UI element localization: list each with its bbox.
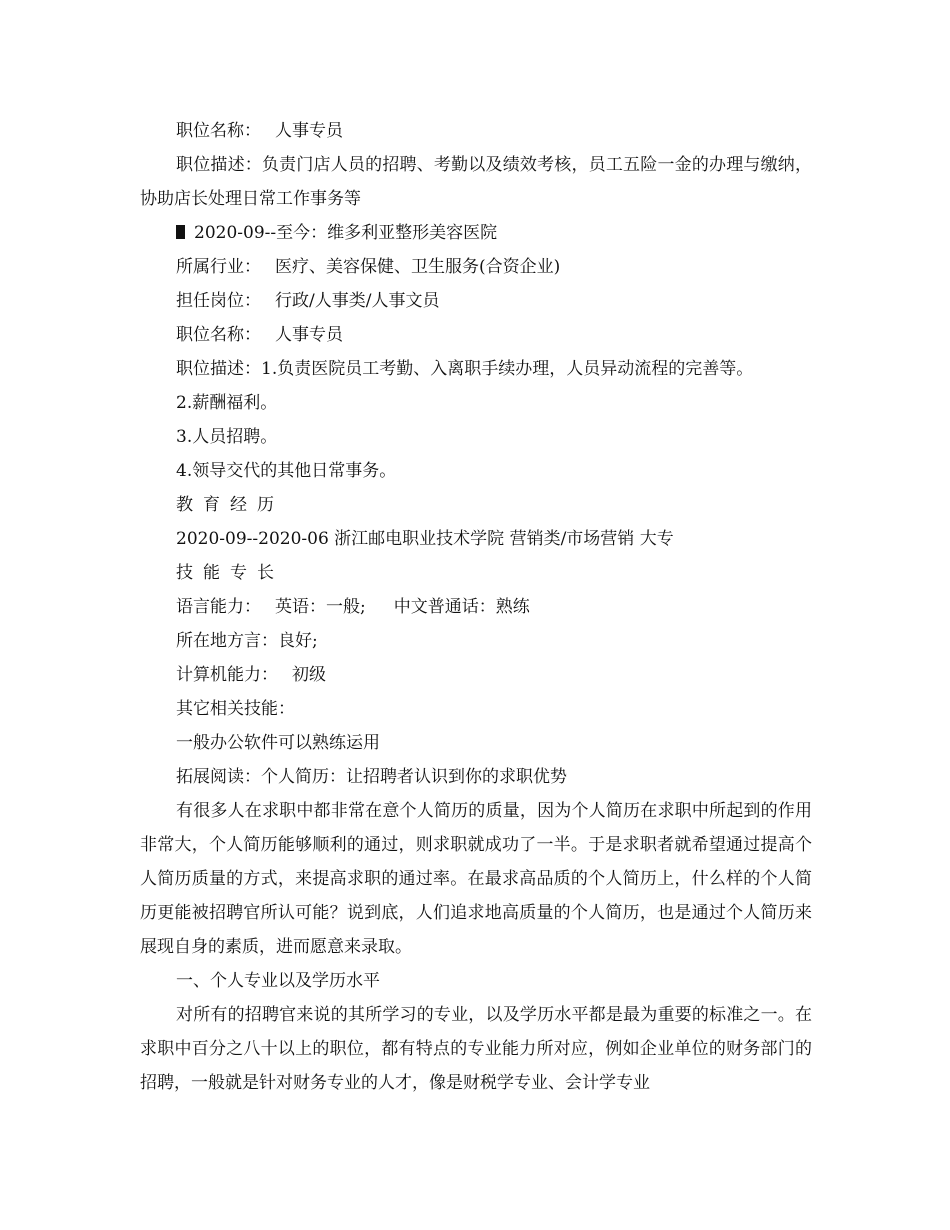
- job2-period-row: [140, 216, 812, 250]
- skills-heading: 技能专长: [176, 563, 284, 583]
- job2-post-value: 行政/人事类/人事文员: [275, 291, 440, 311]
- job1-description: 职位描述：负责门店人员的招聘、考勤以及绩效考核，员工五险一金的办理与缴纳，协助店长处理日常工作事务等: [140, 155, 812, 209]
- job2-item: 3.人员招聘。: [176, 427, 278, 447]
- article-title: 拓展阅读：个人简历：让招聘者认识到你的求职优势: [176, 767, 567, 787]
- article-section-heading: 一、个人专业以及学历水平: [176, 971, 380, 991]
- computer-skills-row: [140, 658, 812, 692]
- education-entry: 2020-09--2020-06 浙江邮电职业技术学院 营销类/市场营销 大专: [176, 529, 674, 549]
- job2-post-label: 担任岗位：: [176, 291, 261, 311]
- job2-item: 4.领导交代的其他日常事务。: [176, 461, 397, 481]
- english-level: 英语：一般;: [275, 597, 366, 617]
- education-heading: 教育经历: [176, 495, 284, 515]
- job2-industry-row: [140, 250, 812, 284]
- computer-value: 初级: [292, 665, 326, 685]
- mandarin-level: 中文普通话：熟练: [393, 597, 530, 617]
- article-paragraph-1: 有很多人在求职中都非常在意个人简历的质量，因为个人简历在求职中所起到的作用非常大，个人简历能够顺利的通过，则求职就成功了一半。于是求职者就希望通过提高个人简历质量的方式，来提高求职的通过率。在最求高品质的个人简历上，什么样的个人简历更能被招聘官所认可能？说到底，人们追求地高质量的个人简历，也是通过个人简历来展现自身的素质，进而愿意来录取。: [140, 801, 812, 957]
- job2-period-company: 2020-09--至今：维多利亚整形美容医院: [194, 223, 498, 243]
- job2-title-row: [140, 318, 812, 352]
- language-skills-row: [140, 590, 812, 624]
- dialect-row: 所在地方言：良好;: [176, 631, 318, 651]
- other-skills-label: 其它相关技能：: [176, 699, 295, 719]
- other-skills-value: 一般办公软件可以熟练运用: [176, 733, 380, 753]
- bullet-square-icon: [176, 225, 185, 239]
- job2-item: 2.薪酬福利。: [176, 393, 278, 413]
- job2-post-row: [140, 284, 812, 318]
- job2-industry-label: 所属行业：: [176, 257, 261, 277]
- job2-title-value: 人事专员: [275, 325, 343, 345]
- job2-title-label: 职位名称：: [176, 325, 261, 345]
- job2-industry-value: 医疗、美容保健、卫生服务(合资企业): [275, 257, 561, 277]
- document-page: [140, 114, 812, 1100]
- language-label: 语言能力：: [176, 597, 261, 617]
- job1-title-value: 人事专员: [275, 121, 343, 141]
- job1-title-label: 职位名称：: [176, 121, 261, 141]
- job2-description: 职位描述：1.负责医院员工考勤、入离职手续办理，人员异动流程的完善等。: [176, 359, 754, 379]
- computer-label: 计算机能力：: [176, 665, 278, 685]
- article-paragraph-2: 对所有的招聘官来说的其所学习的专业，以及学历水平都是最为重要的标准之一。在求职中百分之八十以上的职位，都有特点的专业能力所对应，例如企业单位的财务部门的招聘，一般就是针对财务专业的人才，像是财税学专业、会计学专业: [140, 1005, 812, 1093]
- job1-title-row: [140, 114, 812, 148]
